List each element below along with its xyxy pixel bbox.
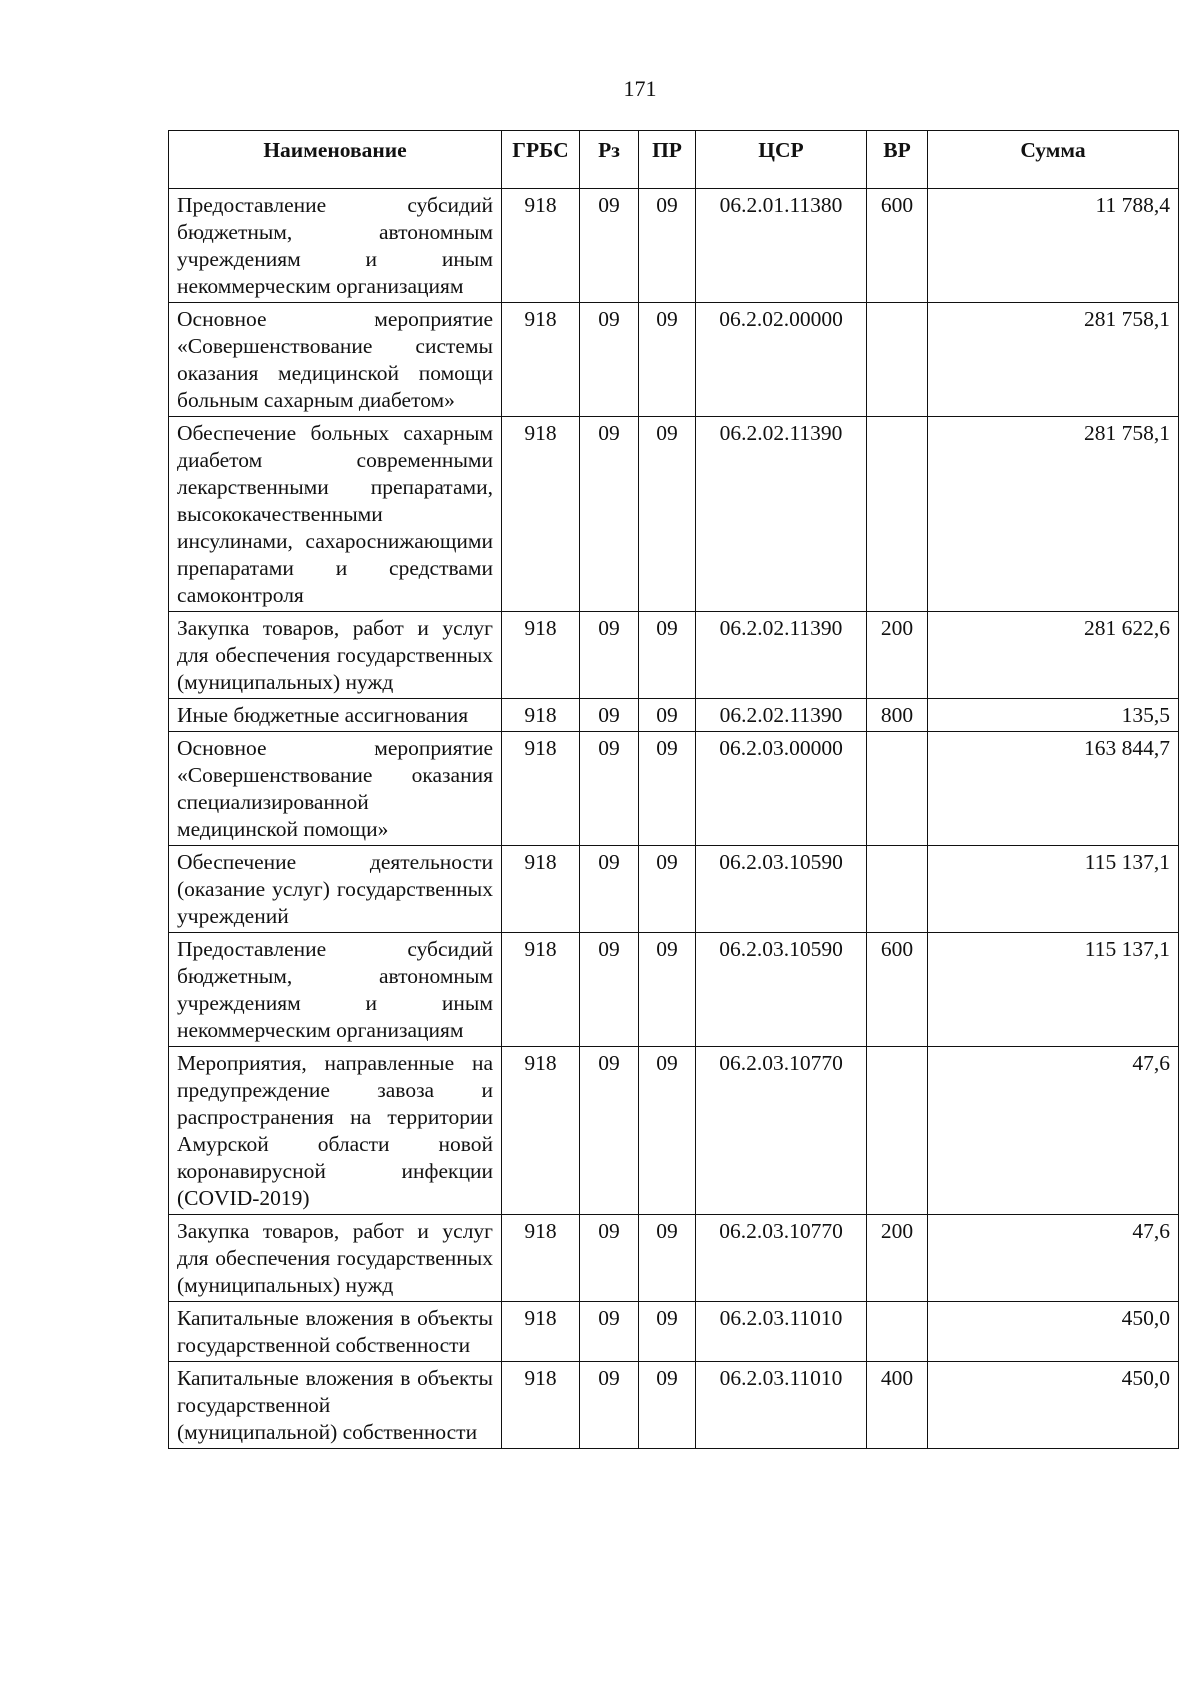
cell-pr: 09 xyxy=(639,846,696,933)
cell-name: Капитальные вложения в объекты государственной собственности xyxy=(169,1302,502,1362)
cell-rz: 09 xyxy=(580,699,639,732)
cell-sum: 281 622,6 xyxy=(928,612,1179,699)
cell-pr: 09 xyxy=(639,612,696,699)
cell-name: Предоставление субсидий бюджетным, автономным учреждениям и иным некоммерческим организациям xyxy=(169,933,502,1047)
cell-csr: 06.2.03.10770 xyxy=(696,1047,867,1215)
cell-rz: 09 xyxy=(580,846,639,933)
cell-name: Основное мероприятие «Совершенствование оказания специализированной медицинской помощи» xyxy=(169,732,502,846)
budget-table xyxy=(168,130,1179,1449)
header-vr: ВР xyxy=(867,131,928,189)
cell-csr: 06.2.01.11380 xyxy=(696,189,867,303)
cell-pr: 09 xyxy=(639,1047,696,1215)
header-sum: Сумма xyxy=(928,131,1179,189)
cell-grbs: 918 xyxy=(502,417,580,612)
cell-rz: 09 xyxy=(580,303,639,417)
cell-csr: 06.2.02.00000 xyxy=(696,303,867,417)
cell-pr: 09 xyxy=(639,699,696,732)
cell-name: Мероприятия, направленные на предупреждение завоза и распространения на территории Амурской области новой коронавирусной инфекции (COVID-2019) xyxy=(169,1047,502,1215)
cell-sum: 450,0 xyxy=(928,1302,1179,1362)
cell-csr: 06.2.02.11390 xyxy=(696,612,867,699)
header-csr: ЦСР xyxy=(696,131,867,189)
cell-grbs: 918 xyxy=(502,189,580,303)
cell-pr: 09 xyxy=(639,933,696,1047)
cell-vr: 600 xyxy=(867,933,928,1047)
cell-sum: 281 758,1 xyxy=(928,303,1179,417)
cell-rz: 09 xyxy=(580,612,639,699)
table-row xyxy=(169,189,1179,303)
cell-pr: 09 xyxy=(639,732,696,846)
cell-grbs: 918 xyxy=(502,1362,580,1449)
cell-rz: 09 xyxy=(580,1215,639,1302)
cell-csr: 06.2.03.10770 xyxy=(696,1215,867,1302)
cell-vr xyxy=(867,846,928,933)
cell-pr: 09 xyxy=(639,1215,696,1302)
cell-vr: 600 xyxy=(867,189,928,303)
cell-sum: 115 137,1 xyxy=(928,933,1179,1047)
cell-pr: 09 xyxy=(639,1362,696,1449)
cell-csr: 06.2.03.00000 xyxy=(696,732,867,846)
cell-grbs: 918 xyxy=(502,846,580,933)
table-row xyxy=(169,1302,1179,1362)
cell-csr: 06.2.03.11010 xyxy=(696,1362,867,1449)
cell-pr: 09 xyxy=(639,1302,696,1362)
header-name: Наименование xyxy=(169,131,502,189)
cell-name: Закупка товаров, работ и услуг для обеспечения государственных (муниципальных) нужд xyxy=(169,612,502,699)
header-rz: Рз xyxy=(580,131,639,189)
cell-vr xyxy=(867,1047,928,1215)
cell-name: Закупка товаров, работ и услуг для обеспечения государственных (муниципальных) нужд xyxy=(169,1215,502,1302)
cell-grbs: 918 xyxy=(502,1215,580,1302)
cell-sum: 135,5 xyxy=(928,699,1179,732)
table-row xyxy=(169,417,1179,612)
cell-sum: 11 788,4 xyxy=(928,189,1179,303)
cell-rz: 09 xyxy=(580,732,639,846)
table-row xyxy=(169,1047,1179,1215)
cell-pr: 09 xyxy=(639,417,696,612)
cell-name: Основное мероприятие «Совершенствование системы оказания медицинской помощи больным сахарным диабетом» xyxy=(169,303,502,417)
table-body xyxy=(169,189,1179,1449)
cell-rz: 09 xyxy=(580,1302,639,1362)
cell-csr: 06.2.03.10590 xyxy=(696,933,867,1047)
cell-vr xyxy=(867,417,928,612)
table-row xyxy=(169,699,1179,732)
table-header-row xyxy=(169,131,1179,189)
cell-vr: 400 xyxy=(867,1362,928,1449)
table-row xyxy=(169,846,1179,933)
cell-sum: 47,6 xyxy=(928,1215,1179,1302)
cell-grbs: 918 xyxy=(502,303,580,417)
cell-grbs: 918 xyxy=(502,933,580,1047)
cell-rz: 09 xyxy=(580,933,639,1047)
cell-grbs: 918 xyxy=(502,612,580,699)
cell-grbs: 918 xyxy=(502,1302,580,1362)
cell-csr: 06.2.03.11010 xyxy=(696,1302,867,1362)
cell-name: Иные бюджетные ассигнования xyxy=(169,699,502,732)
cell-grbs: 918 xyxy=(502,699,580,732)
cell-vr xyxy=(867,303,928,417)
cell-grbs: 918 xyxy=(502,732,580,846)
cell-vr xyxy=(867,1302,928,1362)
cell-name: Обеспечение больных сахарным диабетом современными лекарственными препаратами, высококачественными инсулинами, сахароснижающими препаратами и средствами самоконтроля xyxy=(169,417,502,612)
cell-rz: 09 xyxy=(580,189,639,303)
cell-grbs: 918 xyxy=(502,1047,580,1215)
cell-pr: 09 xyxy=(639,189,696,303)
header-grbs: ГРБС xyxy=(502,131,580,189)
cell-csr: 06.2.02.11390 xyxy=(696,417,867,612)
cell-vr: 200 xyxy=(867,1215,928,1302)
cell-sum: 450,0 xyxy=(928,1362,1179,1449)
cell-sum: 281 758,1 xyxy=(928,417,1179,612)
table-row xyxy=(169,1362,1179,1449)
table-row xyxy=(169,303,1179,417)
cell-name: Капитальные вложения в объекты государственной (муниципальной) собственности xyxy=(169,1362,502,1449)
cell-vr: 200 xyxy=(867,612,928,699)
page-number: 171 xyxy=(623,76,657,101)
cell-pr: 09 xyxy=(639,303,696,417)
cell-vr xyxy=(867,732,928,846)
cell-sum: 163 844,7 xyxy=(928,732,1179,846)
cell-rz: 09 xyxy=(580,1047,639,1215)
cell-vr: 800 xyxy=(867,699,928,732)
cell-csr: 06.2.03.10590 xyxy=(696,846,867,933)
cell-rz: 09 xyxy=(580,417,639,612)
cell-name: Предоставление субсидий бюджетным, автономным учреждениям и иным некоммерческим организациям xyxy=(169,189,502,303)
table-row xyxy=(169,612,1179,699)
table-row xyxy=(169,1215,1179,1302)
table-row xyxy=(169,732,1179,846)
cell-rz: 09 xyxy=(580,1362,639,1449)
cell-name: Обеспечение деятельности (оказание услуг) государственных учреждений xyxy=(169,846,502,933)
cell-sum: 47,6 xyxy=(928,1047,1179,1215)
cell-sum: 115 137,1 xyxy=(928,846,1179,933)
cell-csr: 06.2.02.11390 xyxy=(696,699,867,732)
table-row xyxy=(169,933,1179,1047)
header-pr: ПР xyxy=(639,131,696,189)
